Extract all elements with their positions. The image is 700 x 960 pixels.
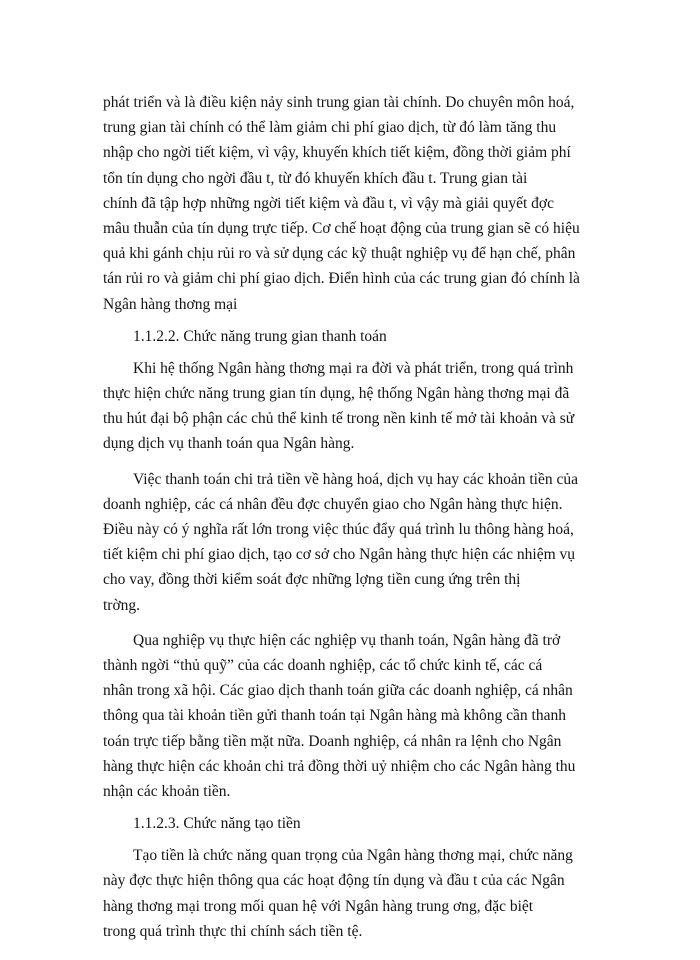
text-line: thực hiện chức năng trung gian tín dụng, hệ thống Ngân hàng thơng mại đã [103, 385, 570, 403]
text-line: thành ngời “thủ quỹ” của các doanh nghiệp, các tổ chức kinh tế, các cá [103, 656, 543, 674]
text-line: tán rủi ro và giảm chi phí giao dịch. Điển hình của các trung gian đó chính là [103, 270, 580, 288]
text-line: doanh nghiệp, các cá nhân đều đợc chuyển giao cho Ngân hàng thực hiện. [103, 495, 563, 513]
text-line: nhân trong xã hội. Các giao dịch thanh toán giữa các doanh nghiệp, cá nhân [103, 682, 573, 700]
paragraph-financial-intermediary [103, 90, 601, 317]
text-line: hàng thực hiện các khoản chi trả đồng thời uỷ nhiệm cho các Ngân hàng thu [103, 757, 576, 775]
text-line: quả khi gánh chịu rủi ro và sử dụng các kỹ thuật nghiệp vụ để hạn chế, phân [103, 245, 576, 263]
text-line: cho vay, đồng thời kiểm soát đợc những lợng tiền cung ứng trên thị [103, 571, 521, 589]
text-line: toán trực tiếp bằng tiền mặt nữa. Doanh nghiệp, cá nhân ra lệnh cho Ngân [103, 732, 562, 750]
document-page [103, 90, 601, 944]
section-heading-money-creation: 1.1.2.3. Chức năng tạo tiền [133, 815, 301, 833]
text-line: trờng. [103, 596, 141, 614]
text-line: phát triển và là điều kiện nảy sinh trung gian tài chính. Do chuyên môn hoá, [103, 94, 575, 111]
text-line: hàng thơng mại trong mối quan hệ với Ngân hàng trung ơng, đặc biệt [103, 897, 534, 915]
text-line: tiết kiệm chi phí giao dịch, tạo cơ sở cho Ngân hàng thực hiện các nhiệm vụ [103, 546, 576, 564]
section-heading-payment-intermediary: 1.1.2.2. Chức năng trung gian thanh toán [133, 327, 387, 345]
text-line: Qua nghiệp vụ thực hiện các nghiệp vụ thanh toán, Ngân hàng đã trở [133, 631, 561, 649]
text-line: trong quá trình thực thi chính sách tiền tệ. [103, 922, 363, 940]
paragraph-payment-system [103, 356, 601, 457]
text-line: Việc thanh toán chi trả tiền về hàng hoá, dịch vụ hay các khoản tiền của [133, 470, 578, 488]
text-line: tổn tín dụng cho ngời đầu t, từ đó khuyến khích đầu t. Trung gian tài [103, 169, 528, 187]
text-line: Tạo tiền là chức năng quan trọng của Ngân hàng thơng mại, chức năng [133, 847, 573, 865]
paragraph-bank-treasurer [103, 628, 601, 804]
text-line: dụng dịch vụ thanh toán qua Ngân hàng. [103, 435, 355, 453]
text-line: thông qua tài khoản tiền gửi thanh toán tại Ngân hàng mà không cần thanh [103, 707, 566, 725]
text-line: Điều này có ý nghĩa rất lớn trong việc thúc đẩy quá trình lu thông hàng hoá, [103, 521, 574, 538]
text-line: nhận các khoản tiền. [103, 782, 231, 800]
paragraph-money-creation [103, 843, 601, 944]
text-line: Khi hệ thống Ngân hàng thơng mại ra đời và phát triển, trong quá trình [133, 359, 574, 377]
text-line: thu hút đại bộ phận các chủ thể kinh tế trong nền kinh tế mở tài khoản và sử [103, 410, 575, 428]
text-line: trung gian tài chính có thể làm giảm chi phí giao dịch, từ đó làm tăng thu [103, 119, 557, 137]
text-line: nhập cho ngời tiết kiệm, vì vậy, khuyến khích tiết kiệm, đồng thời giảm phí [103, 144, 571, 162]
paragraph-payment-transfer [103, 467, 601, 618]
text-line: Ngân hàng thơng mại [103, 295, 238, 313]
text-line: mâu thuẫn của tín dụng trực tiếp. Cơ chế hoạt động của trung gian sẽ có hiệu [103, 219, 580, 237]
text-line: chính đã tập hợp những ngời tiết kiệm và đầu t, vì vậy mà giải quyết đợc [103, 194, 554, 212]
text-line: này đợc thực hiện thông qua các hoạt động tín dụng và đầu t của các Ngân [103, 872, 565, 890]
